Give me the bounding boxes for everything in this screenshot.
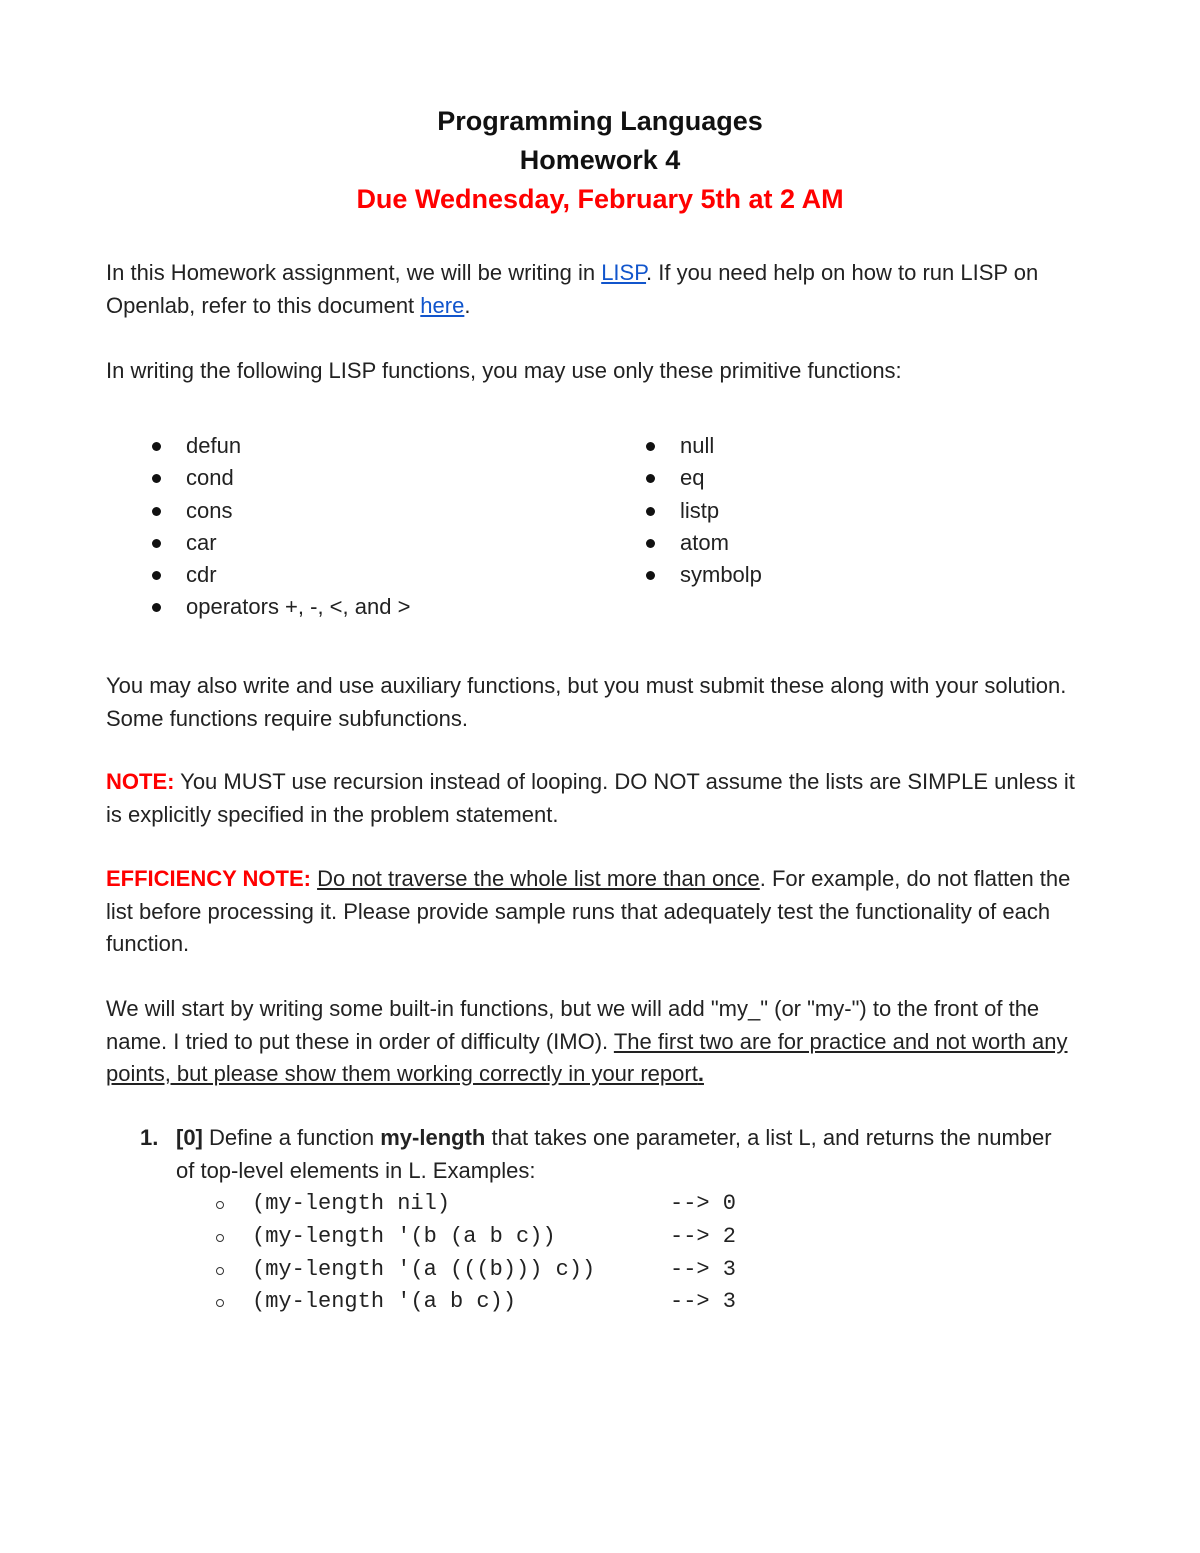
bullet-icon [646,474,655,483]
here-link[interactable]: here [420,292,465,318]
efficiency-paragraph [106,863,1096,961]
question-number: 1. [140,1125,159,1150]
list-item-label: car [186,529,217,555]
note-label: NOTE: [106,769,175,794]
builtin-paragraph [106,993,1096,1091]
list-item-label: symbolp [680,562,762,588]
bullet-icon [152,571,161,580]
list-item-label: cond [186,465,234,491]
list-item-label: cdr [186,562,217,588]
circle-bullet-icon [216,1201,224,1209]
example-item [216,1286,736,1319]
bullet-icon [152,539,161,548]
list-item [152,559,410,591]
bullet-icon [152,442,161,451]
course-title: Programming Languages [437,106,763,136]
circle-bullet-icon [216,1267,224,1275]
list-item-label: operators +, -, <, and > [186,594,411,620]
example-expr: (my-length '(b (a b c)) [252,1223,556,1249]
bullet-icon [152,507,161,516]
question-text [176,1122,1076,1187]
list-item [152,430,410,462]
assignment-title: Homework 4 [519,145,681,175]
question-points: [0] [176,1125,203,1150]
efficiency-label: EFFICIENCY NOTE: [106,866,311,891]
list-item [646,527,762,559]
list-item [152,591,410,623]
primitives-list-right [646,430,762,591]
primitives-intro: In writing the following LISP functions, you may use only these primitive functions: [106,358,902,383]
list-item [646,430,762,462]
list-item-label: atom [680,529,729,555]
efficiency-underlined: Do not traverse the whole list more than once [317,866,760,891]
intro-text-c: . [464,292,471,318]
lisp-link[interactable]: LISP [601,260,647,285]
example-result: --> 3 [670,1289,737,1315]
example-expr: (my-length '(a (((b))) c)) [252,1256,596,1282]
efficiency-text: . For example, do not flatten the list before processing it. Please provide sample runs that adequately test the functionality of each function. [106,866,1071,956]
example-expr: (my-length '(a b c)) [252,1289,517,1315]
due-date: Due Wednesday, February 5th at 2 AM [356,184,844,214]
bullet-icon [646,571,655,580]
list-item [646,462,762,494]
list-item-label: defun [186,433,242,458]
circle-bullet-icon [216,1234,224,1242]
bullet-icon [152,603,161,612]
example-item [216,1221,736,1254]
example-result: --> 3 [670,1256,737,1282]
question-text-a: Define a function [202,1125,381,1150]
examples-list [216,1188,736,1319]
list-item-label: listp [680,497,720,523]
list-item [646,495,762,527]
builtin-underlined: The first two are for practice and not worth any points, but please show them working correctly in your report [106,1028,1068,1086]
list-item [152,495,410,527]
note-text: You MUST use recursion instead of looping. DO NOT assume the lists are SIMPLE unless it is explicitly specified in the problem statement. [106,769,1075,827]
example-item [216,1254,736,1287]
aux-paragraph: You may also write and use auxiliary functions, but you must submit these along with your solution. Some functions require subfunctions. [106,673,1067,731]
intro-text-b: . If you need help on how to run LISP on Openlab, refer to this document [106,260,1039,318]
bullet-icon [152,474,161,483]
example-result: --> 0 [670,1191,737,1216]
list-item-label: null [680,433,715,458]
list-item [152,527,410,559]
builtin-text: We will start by writing some built-in functions, but we will add "my_" (or "my-") to the front of the name. I tried to put these in order of difficulty (IMO). [106,996,1040,1054]
intro-paragraph [106,257,1096,322]
note-paragraph [106,766,1096,831]
primitives-list-left [152,430,410,624]
list-item-label: eq [680,465,705,491]
list-item-label: cons [186,497,233,523]
circle-bullet-icon [216,1299,224,1307]
question-text-b: that takes one parameter, a list L, and returns the number of top-level elements in L. Examples: [176,1125,1052,1183]
bullet-icon [646,507,655,516]
example-item [216,1188,736,1221]
intro-text-a: In this Homework assignment, we will be writing in [106,260,602,285]
bullet-icon [646,539,655,548]
bullet-icon [646,442,655,451]
example-result: --> 2 [670,1223,737,1249]
example-expr: (my-length nil) [252,1191,451,1216]
list-item [646,559,762,591]
builtin-end: . [697,1061,704,1086]
list-item [152,462,410,494]
function-name: my-length [380,1125,486,1150]
